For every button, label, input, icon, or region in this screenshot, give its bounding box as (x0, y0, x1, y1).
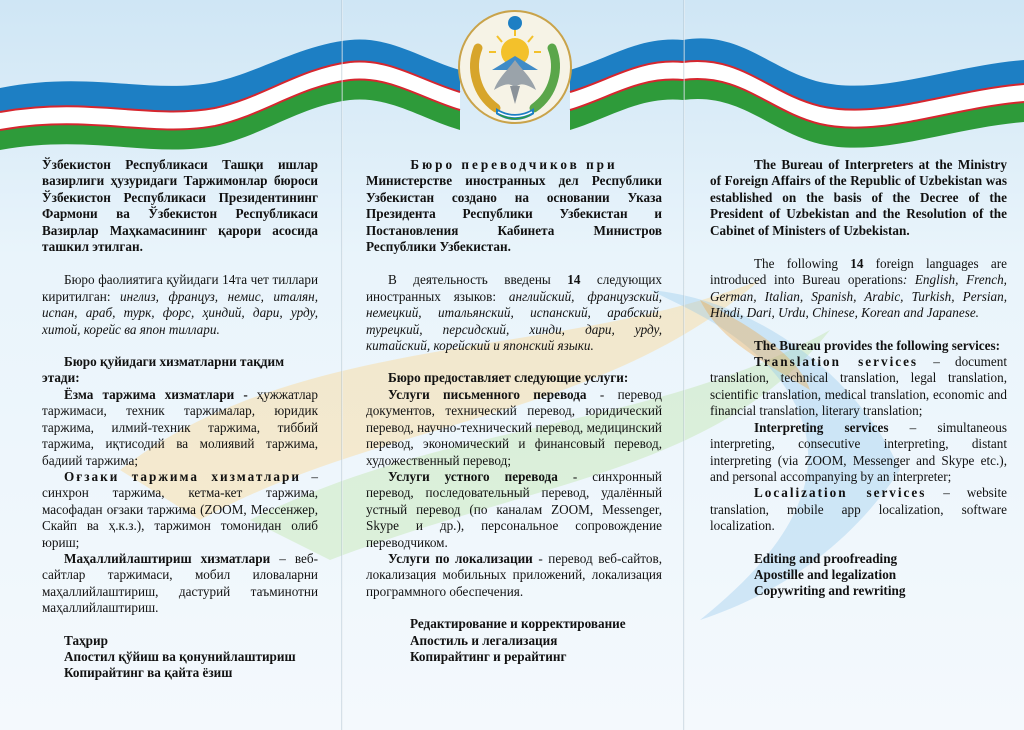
en-service-localization (710, 485, 1007, 534)
ru-extra-list (366, 616, 662, 665)
uz-service-written (42, 387, 318, 469)
ru-service-localization-title: Услуги по локализации (388, 550, 533, 566)
uz-extra-item: Копирайтинг ва қайта ёзиш (64, 665, 233, 681)
en-service-translation-title: Translation services (754, 354, 919, 370)
en-service-translation-text: – document translation, technical translation, legal translation, scientific translation, medical translation, economic and financial translation, literary translation; (710, 354, 1007, 419)
uz-services-heading: Бюро қуйидаги хизматларни тақдим этади: (42, 354, 285, 386)
en-service-localization-text: – website translation, mobile app localization, software localization. (710, 485, 1007, 534)
en-languages-colon: : (902, 272, 915, 288)
ru-service-written (366, 387, 662, 469)
uz-extra-list (42, 633, 318, 682)
en-extra-list (710, 551, 1007, 600)
ru-intro: Министерстве иностранных дел Республики Узбекистан создано на основании Указа Президента Республики Узбекистан и Постановления Кабинета Министров Республики Узбекистан. (366, 173, 662, 255)
ru-service-oral-text: - синхронный перевод, последовательный перевод, удалённый устный перевод (по каналам ZOOM, Messenger, Skype и др.), персональное сопровождение переводчиком. (366, 468, 662, 550)
uz-service-written-text: ҳужжатлар таржимаси, техник таржималар, юридик таржима, илмий-техник таржима, тиббий таржима, иқтисодий ва молиявий таржима, бадиий таржима; (42, 386, 318, 468)
uz-service-localization-title: Маҳаллийлаштириш хизматлари (64, 550, 271, 566)
ru-service-oral-title: Услуги устного перевода (388, 468, 558, 484)
uz-languages-pre: Бюро фаолиятига қуйидаги 14та чет тиллари киритилган: (42, 272, 318, 304)
uz-service-localization-text: – веб-сайтлар таржимаси, мобил иловаларни маҳаллийлаштириш, дастурий таъминотни маҳаллийлаштириш. (42, 550, 318, 616)
uz-service-oral-title: Оғзаки таржима хизматлари (64, 468, 301, 484)
en-languages-pre: The following (754, 256, 851, 272)
ru-service-localization (366, 551, 662, 600)
ru-service-written-text: - перевод документов, технический перевод, юридический перевод, научно-технический перевод, медицинский перевод, экономический и финансовый перевод, художественный перевод; (366, 386, 662, 468)
en-intro: The Bureau of Interpreters at the Ministry of Foreign Affairs of the Republic of Uzbekistan was established on the basis of the Decree of the President of Uzbekistan and the Resolution of the Cabinet of Ministers of Uzbekistan. (710, 157, 1007, 238)
en-service-interpreting (710, 420, 1007, 486)
en-languages-list: English, French, German, Italian, Spanish, Arabic, Turkish, Persian, Hindi, Dari, Urdu, Chinese, Korean and Japanese. (710, 272, 1007, 321)
uz-service-oral-text: – синхрон таржима, кетма-кет таржима, масофадан оғзаки таржима (ZOOM, Мессенжер, Скайп ва ҳ.к.з.), таржимон томонидан олиб юриш; (42, 468, 319, 550)
ru-languages-mid: следующих иностранных языков: (366, 272, 662, 304)
uz-languages-list: инглиз, француз, немис, италян, испан, араб, турк, форс, ҳиндий, дари, урду, хитой, корейс ва япон тиллари. (42, 288, 318, 337)
en-extra-item: Editing and proofreading (754, 550, 898, 566)
ru-extra-item: Копирайтинг и рерайтинг (410, 648, 567, 664)
ru-service-oral (366, 469, 662, 551)
uz-extra-item: Апостил қўйиш ва қонунийлаштириш (64, 648, 296, 664)
en-extra-item: Apostille and legalization (754, 566, 897, 582)
uz-extra-item: Таҳрир (64, 632, 108, 648)
en-service-interpreting-title: Interpreting services (754, 419, 889, 435)
ru-extra-item: Редактирование и корректирование (410, 616, 626, 632)
state-emblem-icon (456, 8, 574, 126)
ru-languages-list: английский, французский, немецкий, итальянский, испанский, арабский, турецкий, персидский, хинди, дари, урду, китайский, корейский и японский языки. (366, 288, 662, 354)
uz-service-localization (42, 551, 318, 617)
en-service-translation (710, 354, 1007, 420)
uz-service-written-title: Ёзма таржима хизматлари - (64, 386, 248, 402)
fold-line (341, 0, 343, 730)
uz-intro: Ўзбекистон Республикаси Ташқи ишлар вазирлиги ҳузуридаги Таржимонлар бюроси Ўзбекистон Республикаси Президентининг Фармони ва Ўзбекистон Республикаси Вазирлар Маҳкамасининг қарори асосида ташкил этилган. (42, 157, 318, 255)
en-languages-count: 14 (850, 256, 864, 272)
en-column (710, 157, 1007, 600)
uz-column (42, 157, 318, 682)
ru-languages-pre: В деятельность введены (388, 272, 568, 288)
ru-languages (366, 272, 662, 354)
en-languages (710, 256, 1007, 322)
uz-languages (42, 272, 318, 338)
ru-service-written-title: Услуги письменного перевода (388, 386, 587, 402)
ru-services-heading: Бюро предоставляет следующие услуги: (388, 370, 629, 386)
uz-service-oral (42, 469, 318, 551)
ru-service-localization-text: - перевод веб-сайтов, локализация мобильных приложений, локализация программного обеспечения. (366, 550, 662, 599)
en-languages-mid: foreign languages are introduced into Bureau operations (710, 256, 1007, 288)
ru-intro-lead: Бюро переводчиков при (410, 157, 618, 172)
ru-languages-count: 14 (567, 272, 581, 288)
fold-line (683, 0, 685, 730)
en-extra-item: Copywriting and rewriting (754, 583, 906, 599)
ru-column (366, 157, 662, 665)
en-service-interpreting-text: – simultaneous interpreting, consecutive interpreting, distant interpreting (via ZOOM, Messenger and Skype etc.), and personal accompanying by an interpreter; (710, 419, 1007, 484)
en-services-heading: The Bureau provides the following services: (754, 337, 1001, 353)
ru-extra-item: Апостиль и легализация (410, 632, 558, 648)
en-service-localization-title: Localization services (754, 485, 927, 501)
